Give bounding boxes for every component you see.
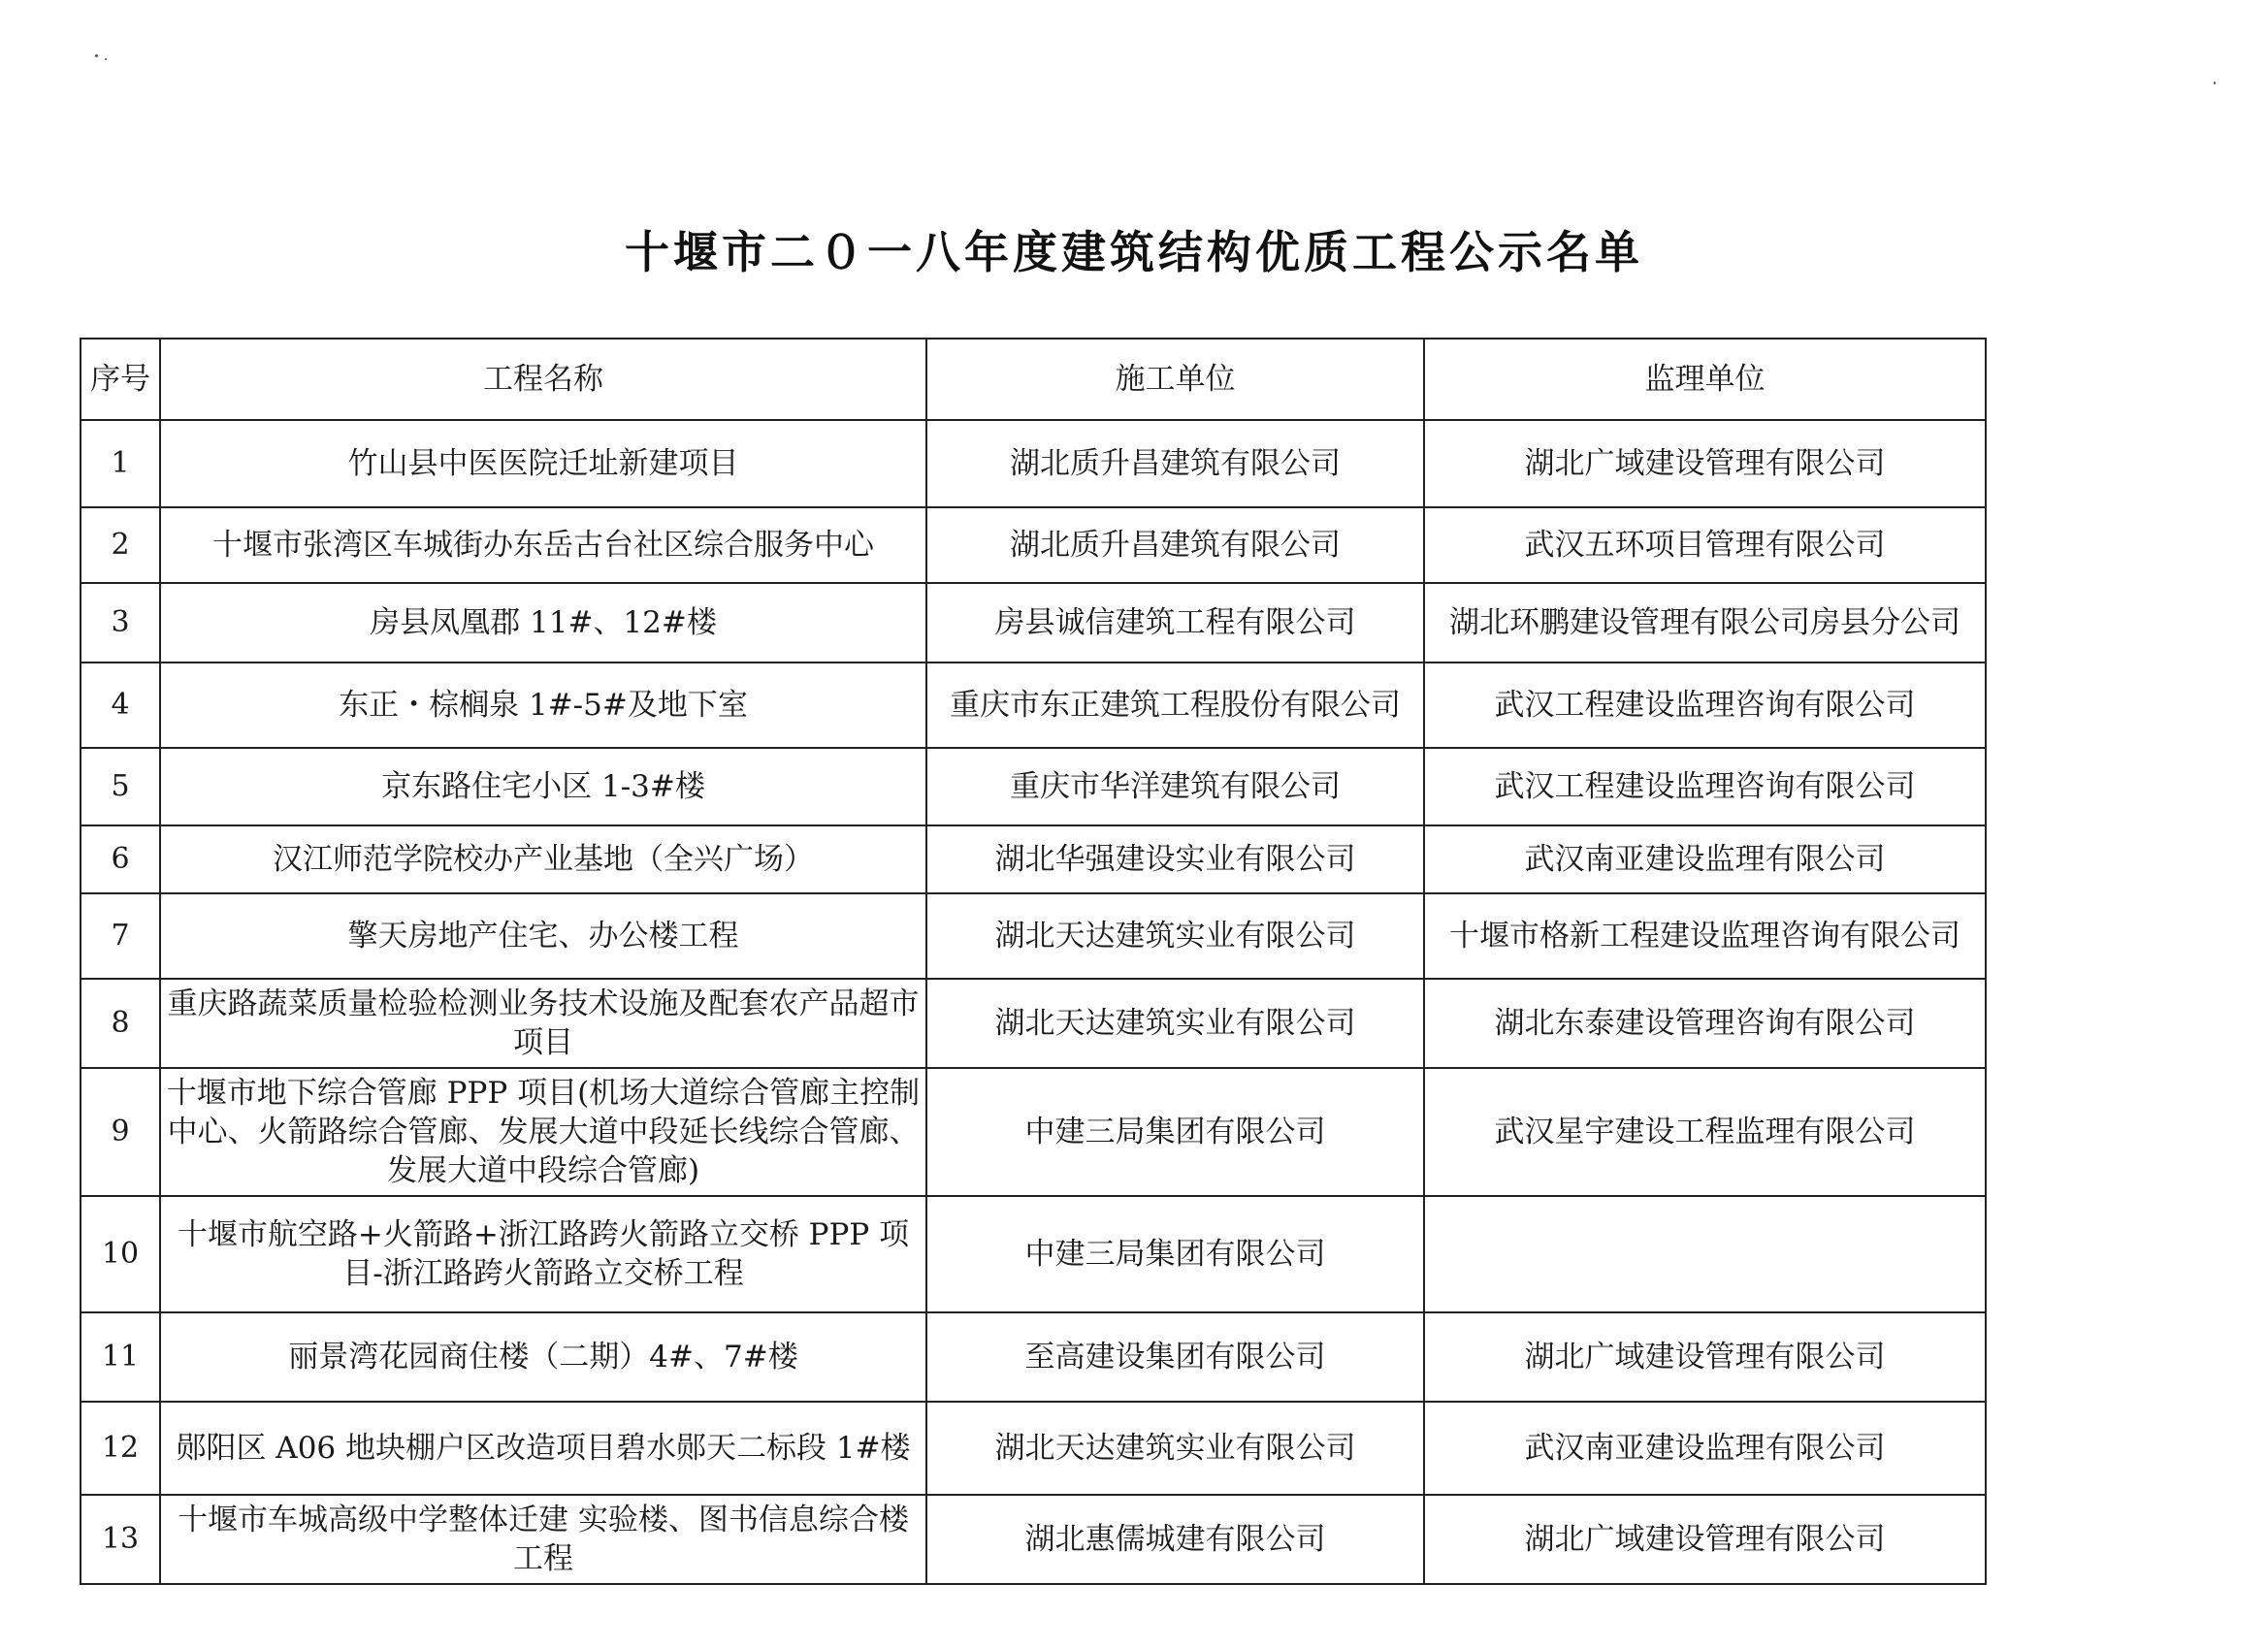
row-serial-no: 5: [81, 748, 160, 825]
row-project-name: 竹山县中医医院迁址新建项目: [160, 420, 926, 507]
header-supervision-unit: 监理单位: [1424, 339, 1986, 420]
row-construction-unit: 湖北华强建设实业有限公司: [926, 825, 1424, 893]
row-serial-no: 3: [81, 583, 160, 663]
row-construction-unit: 湖北质升昌建筑有限公司: [926, 420, 1424, 507]
row-serial-no: 12: [81, 1402, 160, 1495]
row-construction-unit: 重庆市华洋建筑有限公司: [926, 748, 1424, 825]
row-supervision-unit: 武汉南亚建设监理有限公司: [1424, 825, 1986, 893]
row-project-name: 房县凤凰郡 11#、12#楼: [160, 583, 926, 663]
row-project-name: 京东路住宅小区 1-3#楼: [160, 748, 926, 825]
row-supervision-unit: 武汉五环项目管理有限公司: [1424, 507, 1986, 583]
row-serial-no: 6: [81, 825, 160, 893]
table-row: [81, 1402, 1986, 1495]
table-row: [81, 893, 1986, 979]
table-row: [81, 1068, 1986, 1196]
row-construction-unit: 重庆市东正建筑工程股份有限公司: [926, 663, 1424, 748]
table-row: [81, 420, 1986, 507]
row-project-name: 重庆路蔬菜质量检验检测业务技术设施及配套农产品超市项目: [160, 979, 926, 1068]
row-construction-unit: 中建三局集团有限公司: [926, 1068, 1424, 1196]
table-row: [81, 507, 1986, 583]
table-row: [81, 1196, 1986, 1312]
row-project-name: 郧阳区 A06 地块棚户区改造项目碧水郧天二标段 1#楼: [160, 1402, 926, 1495]
row-construction-unit: 中建三局集团有限公司: [926, 1196, 1424, 1312]
row-serial-no: 10: [81, 1196, 160, 1312]
row-construction-unit: 湖北天达建筑实业有限公司: [926, 1402, 1424, 1495]
row-supervision-unit: 湖北东泰建设管理咨询有限公司: [1424, 979, 1986, 1068]
row-project-name: 擎天房地产住宅、办公楼工程: [160, 893, 926, 979]
table-row: [81, 1495, 1986, 1584]
row-serial-no: 11: [81, 1312, 160, 1402]
row-supervision-unit: 武汉南亚建设监理有限公司: [1424, 1402, 1986, 1495]
row-serial-no: 7: [81, 893, 160, 979]
table-header-row: [81, 339, 1986, 420]
row-serial-no: 9: [81, 1068, 160, 1196]
row-serial-no: 1: [81, 420, 160, 507]
table-row: [81, 748, 1986, 825]
row-serial-no: 4: [81, 663, 160, 748]
row-supervision-unit: 湖北广域建设管理有限公司: [1424, 1495, 1986, 1584]
row-supervision-unit: 武汉工程建设监理咨询有限公司: [1424, 663, 1986, 748]
row-project-name: 汉江师范学院校办产业基地（全兴广场）: [160, 825, 926, 893]
row-project-name: 东正・棕榈泉 1#-5#及地下室: [160, 663, 926, 748]
row-serial-no: 13: [81, 1495, 160, 1584]
table-row: [81, 825, 1986, 893]
table-row: [81, 583, 1986, 663]
scan-speck: [2214, 81, 2216, 84]
row-supervision-unit: 武汉工程建设监理咨询有限公司: [1424, 748, 1986, 825]
header-construction-unit: 施工单位: [926, 339, 1424, 420]
header-serial-no: 序号: [81, 339, 160, 420]
table-row: [81, 979, 1986, 1068]
row-supervision-unit: 湖北广域建设管理有限公司: [1424, 420, 1986, 507]
row-construction-unit: 湖北天达建筑实业有限公司: [926, 893, 1424, 979]
row-serial-no: 8: [81, 979, 160, 1068]
row-project-name: 十堰市航空路+火箭路+浙江路跨火箭路立交桥 PPP 项目-浙江路跨火箭路立交桥工程: [160, 1196, 926, 1312]
scan-speck: [95, 54, 98, 57]
table-row: [81, 1312, 1986, 1402]
row-supervision-unit: [1424, 1196, 1986, 1312]
row-construction-unit: 湖北天达建筑实业有限公司: [926, 979, 1424, 1068]
row-construction-unit: 湖北质升昌建筑有限公司: [926, 507, 1424, 583]
row-supervision-unit: 十堰市格新工程建设监理咨询有限公司: [1424, 893, 1986, 979]
row-project-name: 十堰市车城高级中学整体迁建 实验楼、图书信息综合楼工程: [160, 1495, 926, 1584]
scan-speck: [105, 58, 107, 60]
table-row: [81, 663, 1986, 748]
row-project-name: 十堰市张湾区车城街办东岳古台社区综合服务中心: [160, 507, 926, 583]
document-title: 十堰市二０一八年度建筑结构优质工程公示名单: [625, 226, 1643, 278]
row-serial-no: 2: [81, 507, 160, 583]
row-supervision-unit: 湖北广域建设管理有限公司: [1424, 1312, 1986, 1402]
row-project-name: 十堰市地下综合管廊 PPP 项目(机场大道综合管廊主控制中心、火箭路综合管廊、发展大道中段延长线综合管廊、发展大道中段综合管廊): [160, 1068, 926, 1196]
project-roster-table: [80, 338, 1987, 1585]
row-supervision-unit: 武汉星宇建设工程监理有限公司: [1424, 1068, 1986, 1196]
header-project-name: 工程名称: [160, 339, 926, 420]
row-construction-unit: 湖北惠儒城建有限公司: [926, 1495, 1424, 1584]
row-supervision-unit: 湖北环鹏建设管理有限公司房县分公司: [1424, 583, 1986, 663]
row-construction-unit: 房县诚信建筑工程有限公司: [926, 583, 1424, 663]
row-project-name: 丽景湾花园商住楼（二期）4#、7#楼: [160, 1312, 926, 1402]
row-construction-unit: 至高建设集团有限公司: [926, 1312, 1424, 1402]
